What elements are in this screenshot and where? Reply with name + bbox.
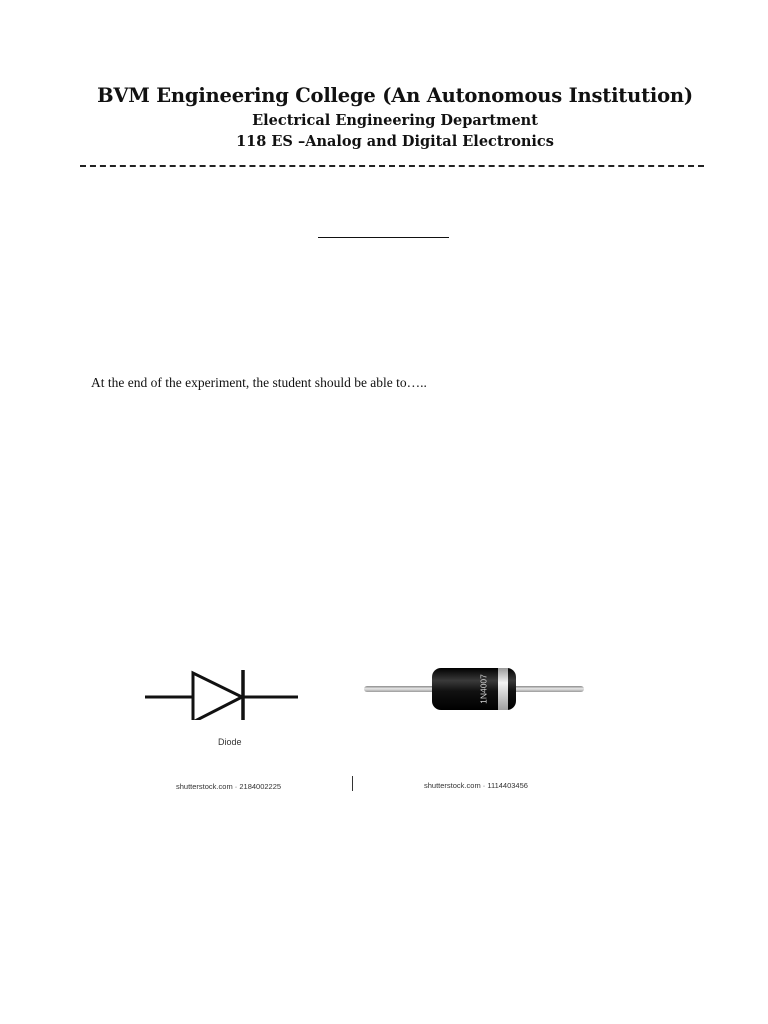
diode-body-marking: 1N4007: [478, 674, 489, 704]
diode-left-lead: [364, 686, 436, 692]
photo-image-credit: shutterstock.com · 1114403456: [424, 781, 528, 790]
diode-right-lead: [512, 686, 584, 692]
department-name: Electrical Engineering Department: [252, 112, 538, 129]
credit-separator: [352, 776, 353, 791]
diode-cathode-band: [498, 668, 508, 710]
symbol-image-credit: shutterstock.com · 2184002225: [176, 782, 282, 791]
diode-photo-figure: [360, 662, 590, 718]
college-title: BVM Engineering College (An Autonomous Institution): [97, 84, 693, 107]
header-divider: [80, 165, 704, 167]
diode-caption: Diode: [218, 737, 242, 747]
objective-intro: At the end of the experiment, the student should be able to…..: [91, 375, 427, 390]
course-title: 118 ES –Analog and Digital Electronics: [236, 133, 554, 150]
experiment-title-underline: [318, 237, 449, 238]
diode-symbol-figure: [140, 660, 305, 720]
diode-triangle: [193, 673, 242, 720]
